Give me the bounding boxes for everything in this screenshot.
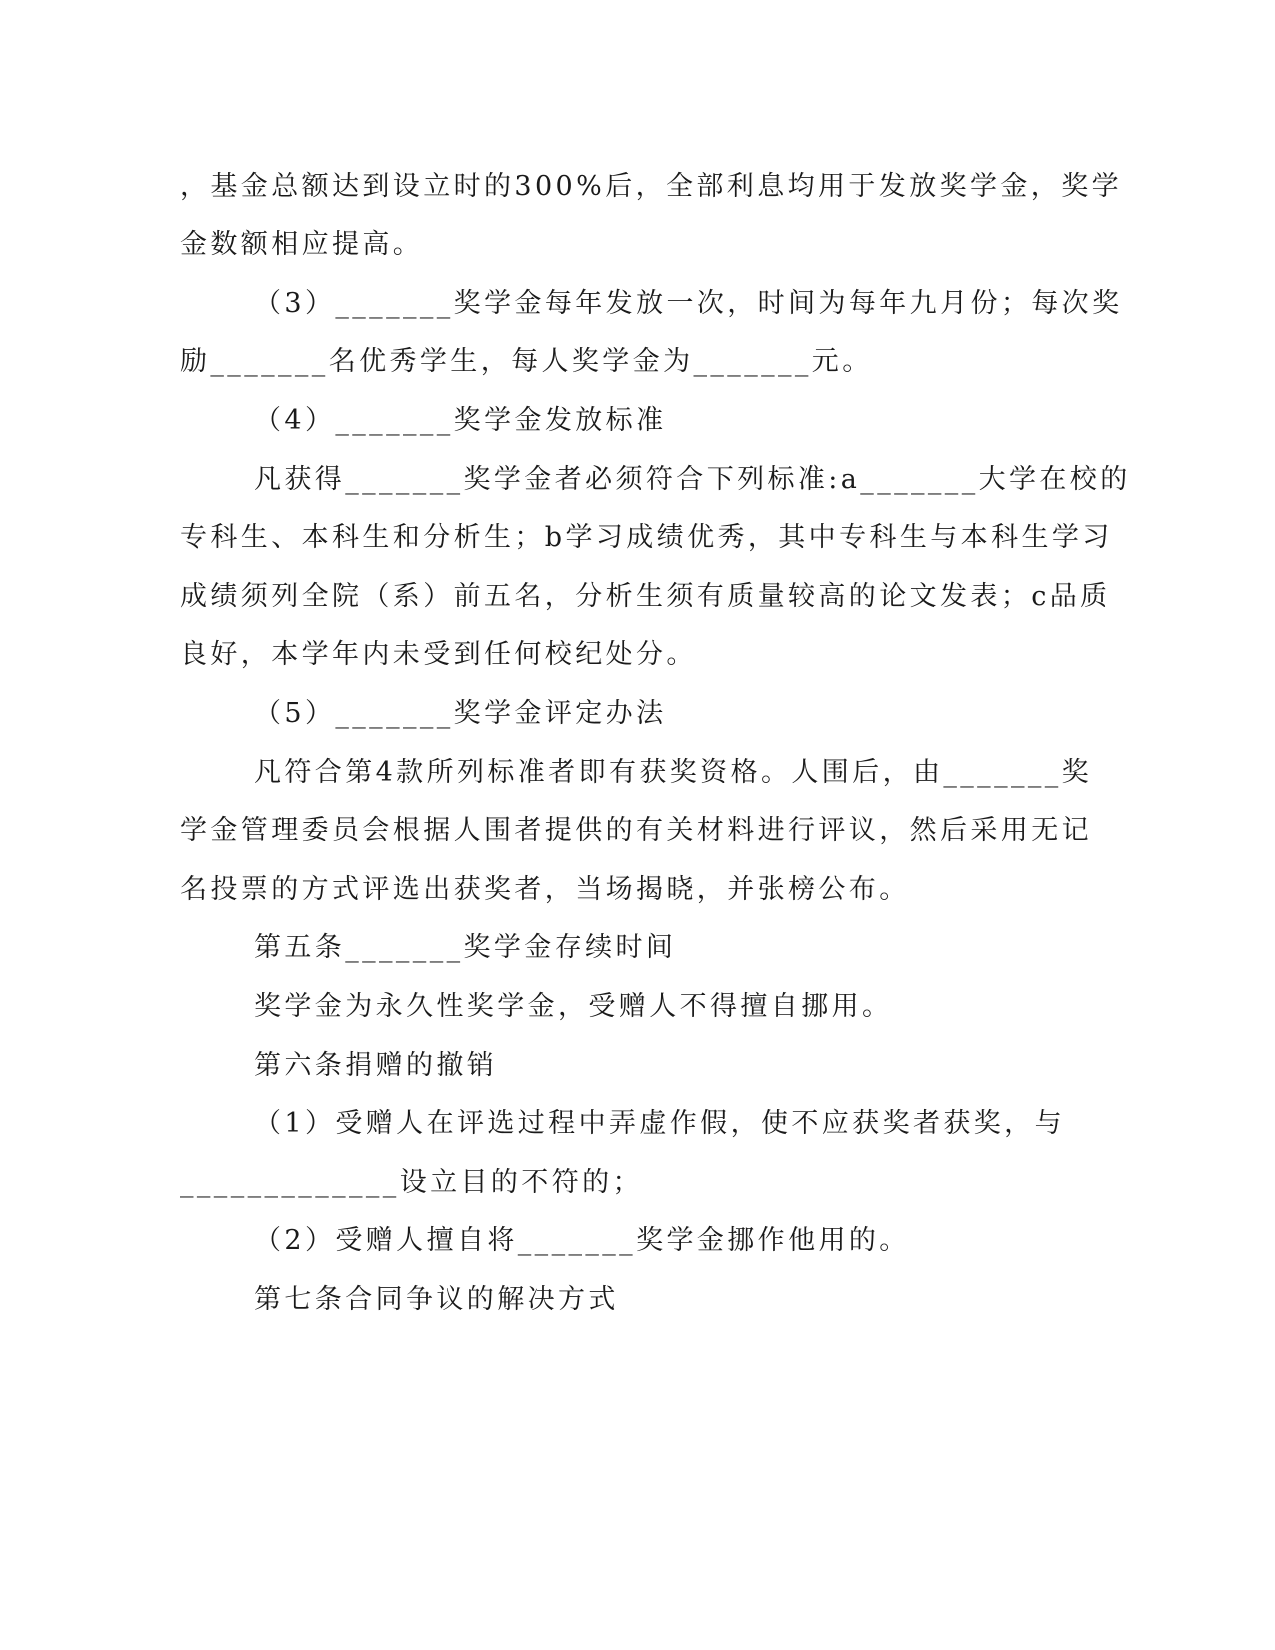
text-line: 成绩须列全院（系）前五名，分析生须有质量较高的论文发表；c品质 <box>180 581 1111 612</box>
clause-4-heading: （4）_______奖学金发放标准 <box>254 405 667 436</box>
text-line: （1）受赠人在评选过程中弄虚作假，使不应获奖者获奖，与 <box>254 1108 1065 1139</box>
text-line: （2）受赠人擅自将_______奖学金挪作他用的。 <box>254 1225 910 1256</box>
text-line: 奖学金为永久性奖学金，受赠人不得擅自挪用。 <box>254 991 893 1022</box>
article-7-heading: 第七条合同争议的解决方式 <box>254 1284 619 1315</box>
article-5-heading: 第五条_______奖学金存续时间 <box>254 932 677 963</box>
text-line: 凡获得_______奖学金者必须符合下列标准:a_______大学在校的 <box>254 464 1131 495</box>
article-6-heading: 第六条捐赠的撤销 <box>254 1050 498 1081</box>
text-line: 学金管理委员会根据人围者提供的有关材料进行评议，然后采用无记 <box>180 815 1092 846</box>
text-line: 凡符合第4款所列标准者即有获奖资格。人围后，由_______奖 <box>254 757 1093 788</box>
text-line: _____________设立目的不符的； <box>180 1167 643 1198</box>
text-line: 名投票的方式评选出获奖者，当场揭晓，并张榜公布。 <box>180 874 910 905</box>
text-line: 专科生、本科生和分析生；b学习成绩优秀，其中专科生与本科生学习 <box>180 522 1113 553</box>
clause-5-heading: （5）_______奖学金评定办法 <box>254 698 667 729</box>
text-line: ，基金总额达到设立时的300%后，全部利息均用于发放奖学金，奖学 <box>180 171 1122 202</box>
text-line: 良好，本学年内未受到任何校纪处分。 <box>180 639 697 670</box>
text-line: 金数额相应提高。 <box>180 229 424 260</box>
clause-3-line: （3）_______奖学金每年发放一次，时间为每年九月份；每次奖 <box>254 288 1123 319</box>
text-line: 励_______名优秀学生，每人奖学金为_______元。 <box>180 346 873 377</box>
